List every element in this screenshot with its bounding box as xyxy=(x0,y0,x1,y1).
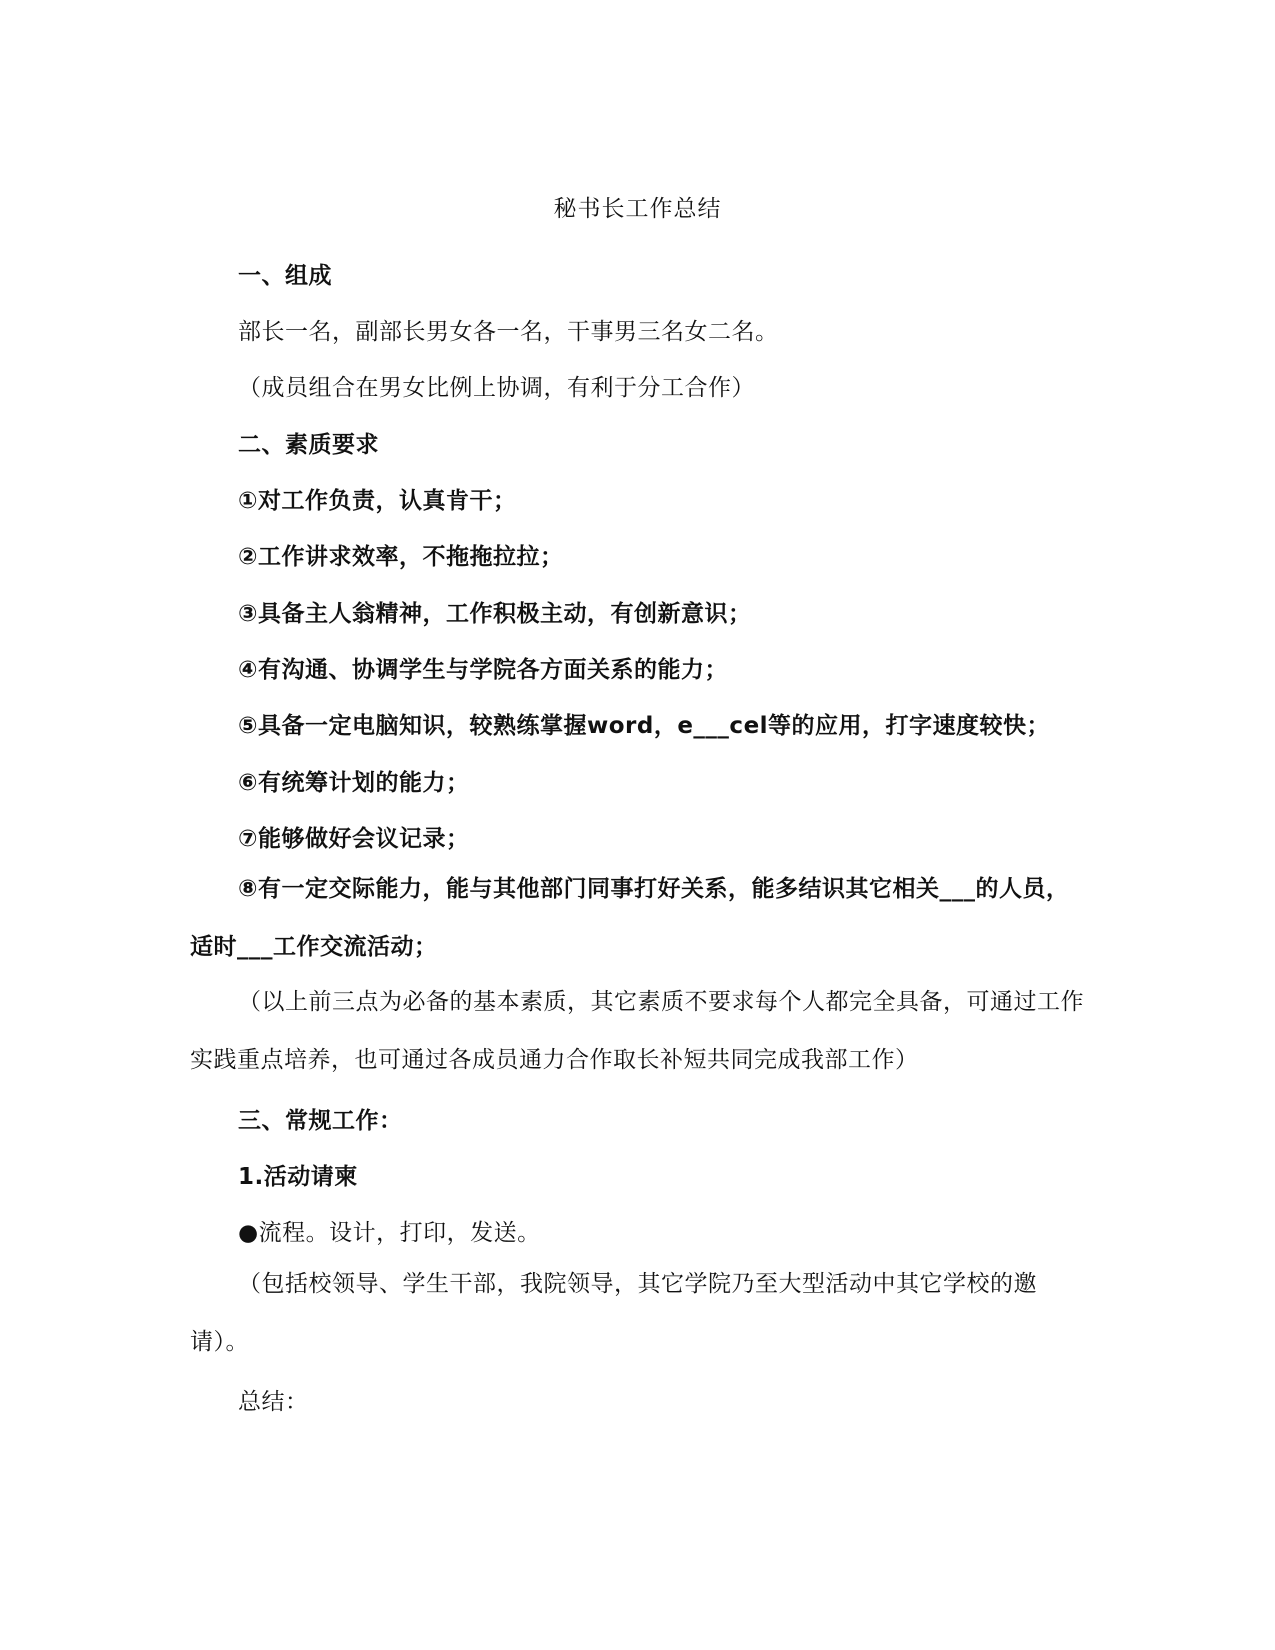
section2-heading: 二、素质要求 xyxy=(238,432,379,458)
section1-paragraph-2: （成员组合在男女比例上协调，有利于分工合作） xyxy=(238,375,755,401)
requirement-item-8: ⑧有一定交际能力，能与其他部门同事打好关系，能多结识其它相关___的人员，适时___工作交流活动； xyxy=(190,876,1070,960)
section3-heading: 三、常规工作： xyxy=(238,1108,403,1134)
requirement-item-5: ⑤具备一定电脑知识，较熟练掌握word，e___cel等的应用，打字速度较快； xyxy=(238,713,1051,739)
requirement-item-3: ③具备主人翁精神，工作积极主动，有创新意识； xyxy=(238,601,752,627)
section3-subheading: 1.活动请柬 xyxy=(238,1164,358,1190)
requirement-item-4: ④有沟通、协调学生与学院各方面关系的能力； xyxy=(238,657,728,683)
section3-note: （包括校领导、学生干部，我院领导，其它学院乃至大型活动中其它学校的邀请）。 xyxy=(190,1271,1037,1355)
section1-heading: 一、组成 xyxy=(238,263,332,289)
section2-note: （以上前三点为必备的基本素质，其它素质不要求每个人都完全具备，可通过工作实践重点培养，也可通过各成员通力合作取长补短共同完成我部工作） xyxy=(190,989,1084,1073)
requirement-item-7: ⑦能够做好会议记录； xyxy=(238,826,470,852)
section1-paragraph-1: 部长一名，副部长男女各一名，干事男三名女二名。 xyxy=(238,319,779,345)
requirement-item-2: ②工作讲求效率，不拖拖拉拉； xyxy=(238,544,564,570)
document-title: 秘书长工作总结 xyxy=(553,196,722,222)
summary-label: 总结： xyxy=(238,1389,309,1415)
requirement-item-1: ①对工作负责，认真肯干； xyxy=(238,488,517,514)
process-flow: ●流程。设计，打印，发送。 xyxy=(238,1220,541,1246)
requirement-item-6: ⑥有统筹计划的能力； xyxy=(238,770,470,796)
